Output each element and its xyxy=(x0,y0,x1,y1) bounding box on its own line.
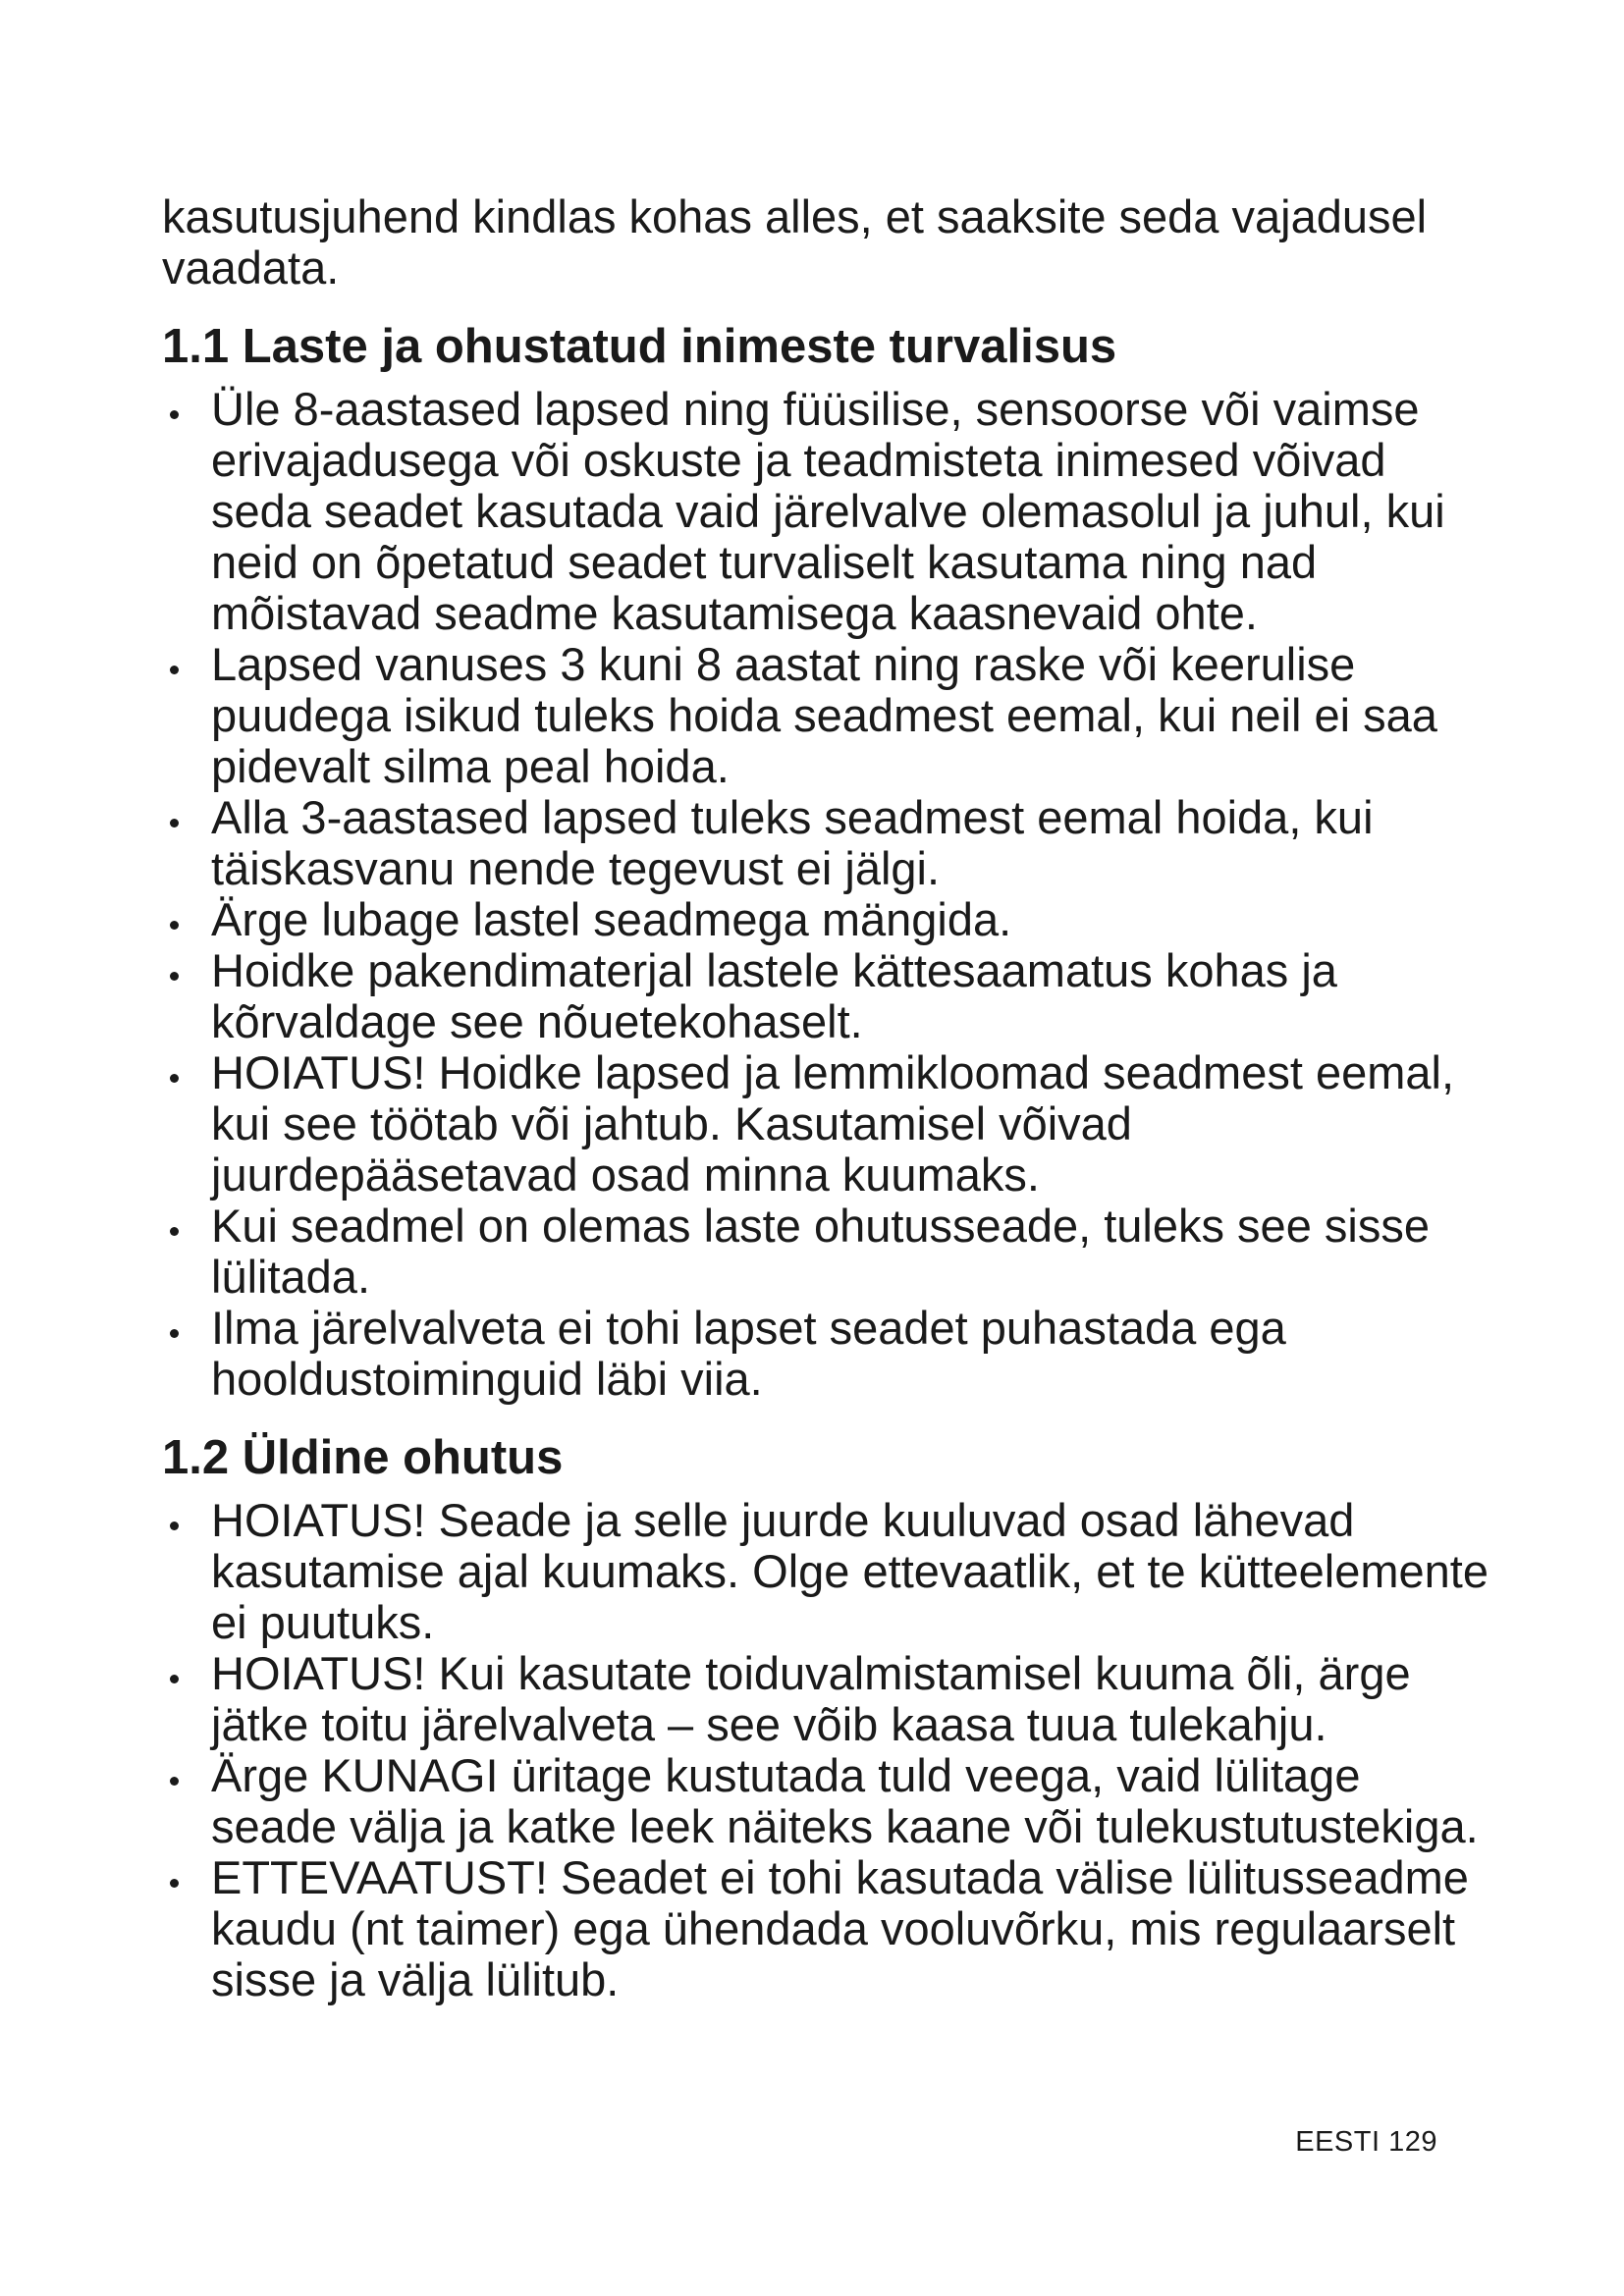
list-item xyxy=(162,1648,1497,1750)
bullet-icon xyxy=(170,1074,179,1083)
list-item-text: Kui seadmel on olemas laste ohutusseade, tuleks see sisse lülitada. xyxy=(211,1200,1430,1303)
list-item-text: Ärge KUNAGI üritage kustutada tuld veega, vaid lülitage seade välja ja katke leek näiteks kaane või tulekustutustekiga. xyxy=(211,1749,1479,1852)
list-item xyxy=(162,1201,1497,1303)
child-safety-list xyxy=(162,384,1497,1405)
bullet-icon xyxy=(170,972,179,981)
list-item-text: Ärge lubage lastel seadmega mängida. xyxy=(211,893,1012,945)
intro-paragraph: kasutusjuhend kindlas kohas alles, et saaksite seda vajadusel vaadata. xyxy=(162,190,1428,294)
bullet-icon xyxy=(170,1777,179,1786)
list-item xyxy=(162,792,1497,894)
bullet-icon xyxy=(170,1675,179,1683)
bullet-icon xyxy=(170,921,179,930)
bullet-icon xyxy=(170,1522,179,1530)
list-item xyxy=(162,1852,1497,2005)
bullet-icon xyxy=(170,1879,179,1888)
bullet-icon xyxy=(170,1227,179,1236)
section-title-general-safety: 1.2 Üldine ohutus xyxy=(162,1431,564,1484)
list-item-text: Lapsed vanuses 3 kuni 8 aastat ning raske või keerulise puudega isikud tuleks hoida seadmest eemal, kui neil ei saa pidevalt silma peal hoida. xyxy=(211,638,1437,792)
list-item xyxy=(162,384,1497,639)
general-safety-list xyxy=(162,1495,1497,2005)
list-item xyxy=(162,1047,1497,1201)
section-title-child-safety: 1.1 Laste ja ohustatud inimeste turvalisus xyxy=(162,320,1117,373)
list-item-text: Ilma järelvalveta ei tohi lapset seadet puhastada ega hooldustoiminguid läbi viia. xyxy=(211,1302,1286,1405)
list-item xyxy=(162,1495,1497,1648)
list-item-text: HOIATUS! Kui kasutate toiduvalmistamisel kuuma õli, ärge jätke toitu järelvalveta – see võib kaasa tuua tulekahju. xyxy=(211,1647,1411,1750)
list-item-text: Alla 3-aastased lapsed tuleks seadmest eemal hoida, kui täiskasvanu nende tegevust ei jälgi. xyxy=(211,791,1374,894)
list-item xyxy=(162,1750,1497,1852)
list-item-text: Hoidke pakendimaterjal lastele kättesaamatus kohas ja kõrvaldage see nõuetekohaselt. xyxy=(211,944,1337,1047)
page-footer-label: EESTI 129 xyxy=(1295,2126,1437,2158)
list-item xyxy=(162,639,1497,792)
bullet-icon xyxy=(170,819,179,828)
list-item-text: Üle 8-aastased lapsed ning füüsilise, sensoorse või vaimse erivajadusega või oskuste ja teadmisteta inimesed võivad seda seadet kasutada vaid järelvalve olemasolul ja juhul, kui neid on õpetatud seadet turvaliselt kasutama ning nad mõistavad seadme kasutamisega kaasnevaid ohte. xyxy=(211,383,1445,639)
bullet-icon xyxy=(170,410,179,419)
list-item-text: ETTEVAATUST! Seadet ei tohi kasutada välise lülitusseadme kaudu (nt taimer) ega ühendada vooluvõrku, mis regulaarselt sisse ja välja lülitub. xyxy=(211,1851,1469,2005)
list-item xyxy=(162,1303,1497,1405)
list-item xyxy=(162,945,1497,1047)
list-item xyxy=(162,894,1497,945)
page-content xyxy=(162,191,1497,2029)
list-item-text: HOIATUS! Seade ja selle juurde kuuluvad osad lähevad kasutamise ajal kuumaks. Olge ettevaatlik, et te kütteelemente ei puutuks. xyxy=(211,1494,1489,1648)
bullet-icon xyxy=(170,666,179,674)
bullet-icon xyxy=(170,1329,179,1338)
list-item-text: HOIATUS! Hoidke lapsed ja lemmikloomad seadmest eemal, kui see töötab või jahtub. Kasutamisel võivad juurdepääsetavad osad minna kuumaks. xyxy=(211,1046,1455,1201)
